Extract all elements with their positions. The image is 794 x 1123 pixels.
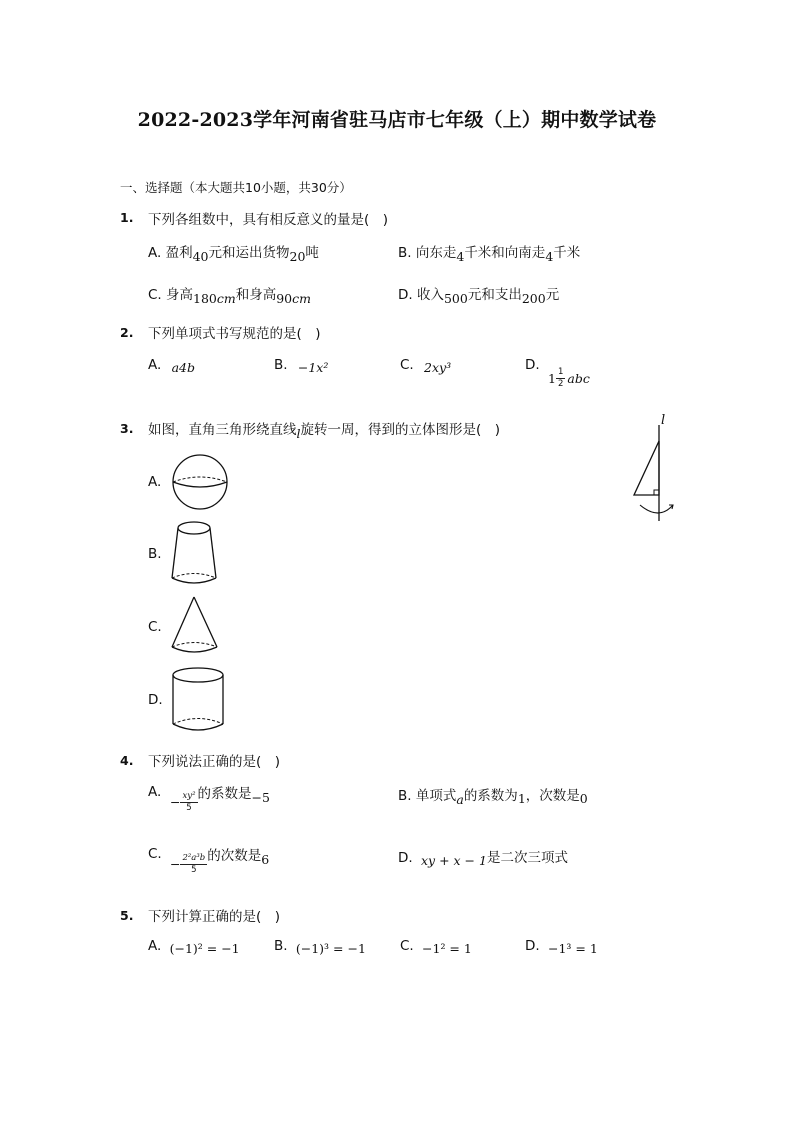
option-a[interactable]: A. xyxy=(148,784,162,800)
option-d[interactable]: D. xy + x − 1是二次三项式 xyxy=(398,850,568,868)
question-text: 下列计算正确的是( ) xyxy=(148,909,281,925)
option-c[interactable]: C. 2xy³ xyxy=(400,357,452,375)
option-a[interactable]: A. (−1)² = −1 xyxy=(148,938,240,956)
option-d[interactable]: D. xyxy=(148,692,163,708)
option-a[interactable]: A. xyxy=(148,474,162,490)
option-c[interactable]: C. −1² = 1 xyxy=(400,938,472,956)
option-c[interactable]: C. 身高180cm和身高90cm xyxy=(148,287,311,306)
question-number: 1. xyxy=(120,210,134,225)
option-b[interactable]: B. (−1)³ = −1 xyxy=(274,938,366,956)
option-b[interactable]: B. −1x² xyxy=(274,357,329,375)
cone-icon[interactable] xyxy=(168,594,222,660)
question-text: 下列单项式书写规范的是( ) xyxy=(148,326,321,342)
cylinder-icon[interactable] xyxy=(168,664,228,738)
option-c[interactable]: C. xyxy=(148,846,162,862)
option-c-expr: − $\frac{\text{2²a³b}}{5}$ 的次数是6 xyxy=(170,848,270,875)
sphere-icon[interactable] xyxy=(168,453,232,511)
option-c[interactable]: C. xyxy=(148,619,162,635)
mixed-number: 1 $\frac{1}{2}$ abc xyxy=(548,367,590,389)
option-b[interactable]: B. 向东走4千米和向南走4千米 xyxy=(398,245,581,264)
option-a[interactable]: A. 盈利40元和运出货物20吨 xyxy=(148,245,319,264)
question-text: 下列各组数中，具有相反意义的量是( ) xyxy=(148,212,389,228)
option-a-expr: − $\frac{\text{xy²}}{5}$ 的系数是−5 xyxy=(170,786,270,813)
page-title: 2022-2023学年河南省驻马店市七年级（上）期中数学试卷 xyxy=(137,109,657,131)
option-b[interactable]: B. 单项式a的系数为1，次数是0 xyxy=(398,788,588,807)
option-d[interactable]: D. 收入500元和支出200元 xyxy=(398,287,560,306)
option-b[interactable]: B. xyxy=(148,546,162,562)
question-number: 5. xyxy=(120,908,134,923)
question-text: 如图，直角三角形绕直线l旋转一周，得到的立体图形是( ) xyxy=(148,422,501,441)
question-number: 3. xyxy=(120,421,134,436)
triangle-rotation-figure xyxy=(626,425,682,525)
option-d[interactable]: D. −1³ = 1 xyxy=(525,938,598,956)
axis-label: l xyxy=(661,413,666,428)
section-header: 一、选择题（本大题共10小题，共30分） xyxy=(120,180,352,195)
question-number: 4. xyxy=(120,753,134,768)
question-text: 下列说法正确的是( ) xyxy=(148,754,281,770)
question-number: 2. xyxy=(120,325,134,340)
option-d[interactable]: D. xyxy=(525,357,540,373)
frustum-icon[interactable] xyxy=(168,518,220,590)
option-a[interactable]: A. a4b xyxy=(148,357,196,375)
